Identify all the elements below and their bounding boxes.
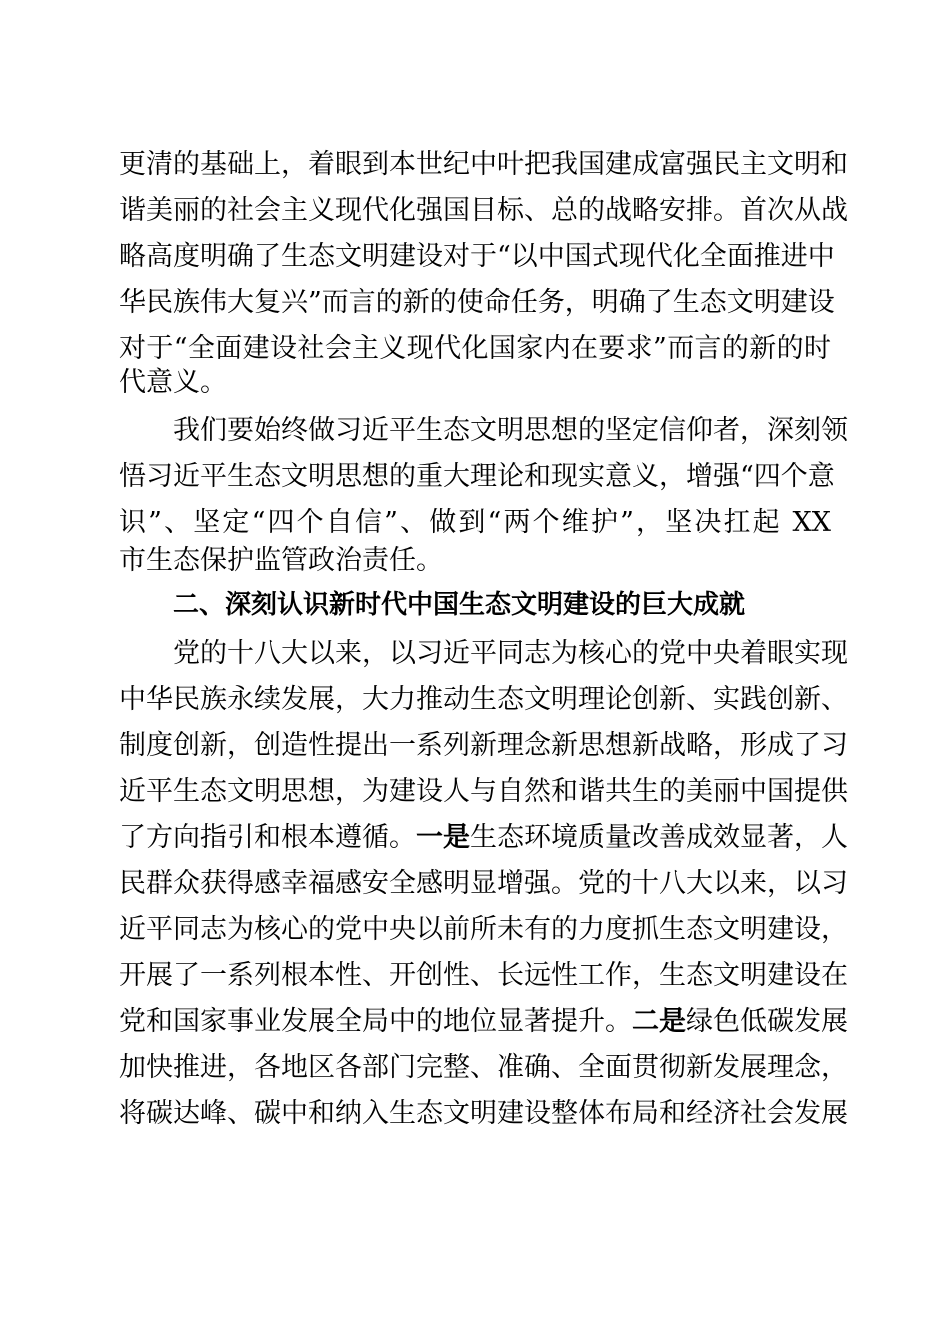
text-line: 开展了一系列根本性、开创性、长远性工作，生态文明建设在 [119,960,848,991]
text-run: 生态环境质量改善成效显著，人 [470,822,848,853]
enumeration-marker: 一是 [416,822,470,853]
text-line: 略高度明确了生态文明建设对于“以中国式现代化全面推进中 [119,241,835,272]
text-line: 党的十八大以来，以习近平同志为核心的党中央着眼实现 [173,638,848,669]
text-line: 将碳达峰、碳中和纳入生态文明建设整体布局和经济社会发展 [119,1098,848,1129]
text-line: 谐美丽的社会主义现代化强国目标、总的战略安排。首次从战 [119,195,848,226]
enumeration-marker: 二是 [632,1006,686,1037]
text-line: 对于“全面建设社会主义现代化国家内在要求”而言的新的时 [119,333,831,364]
text-run: 绿色低碳发展 [686,1006,848,1037]
text-line: 加快推进，各地区各部门完整、准确、全面贯彻新发展理念， [119,1052,848,1083]
text-line: 近平生态文明思想，为建设人与自然和谐共生的美丽中国提供 [119,776,848,807]
section-heading: 二、深刻认识新时代中国生态文明建设的巨大成就 [173,590,746,620]
text-line: 民群众获得感幸福感安全感明显增强。党的十八大以来，以习 [119,868,848,899]
text-line: 近平同志为核心的党中央以前所未有的力度抓生态文明建设， [119,914,848,945]
text-line: 制度创新，创造性提出一系列新理念新思想新战略，形成了习 [119,730,848,761]
text-line: 华民族伟大复兴”而言的新的使命任务，明确了生态文明建设 [119,287,835,318]
text-line: 我们要始终做习近平生态文明思想的坚定信仰者，深刻领 [173,415,848,446]
text-line: 识”、坚定“四个自信”、做到“两个维护”，坚决扛起 XX [119,507,831,538]
text-line: 悟习近平生态文明思想的重大理论和现实意义，增强“四个意 [119,461,835,492]
text-line: 更清的基础上，着眼到本世纪中叶把我国建成富强民主文明和 [119,149,848,180]
text-line [119,1000,848,1044]
text-line [119,816,848,860]
text-run: 党和国家事业发展全局中的地位显著提升。 [119,1006,632,1037]
text-run: 了方向指引和根本遵循。 [119,822,416,853]
text-line: 代意义。 [119,367,227,398]
text-line: 中华民族永续发展，大力推动生态文明理论创新、实践创新、 [119,684,848,715]
text-line: 市生态保护监管政治责任。 [119,545,443,576]
